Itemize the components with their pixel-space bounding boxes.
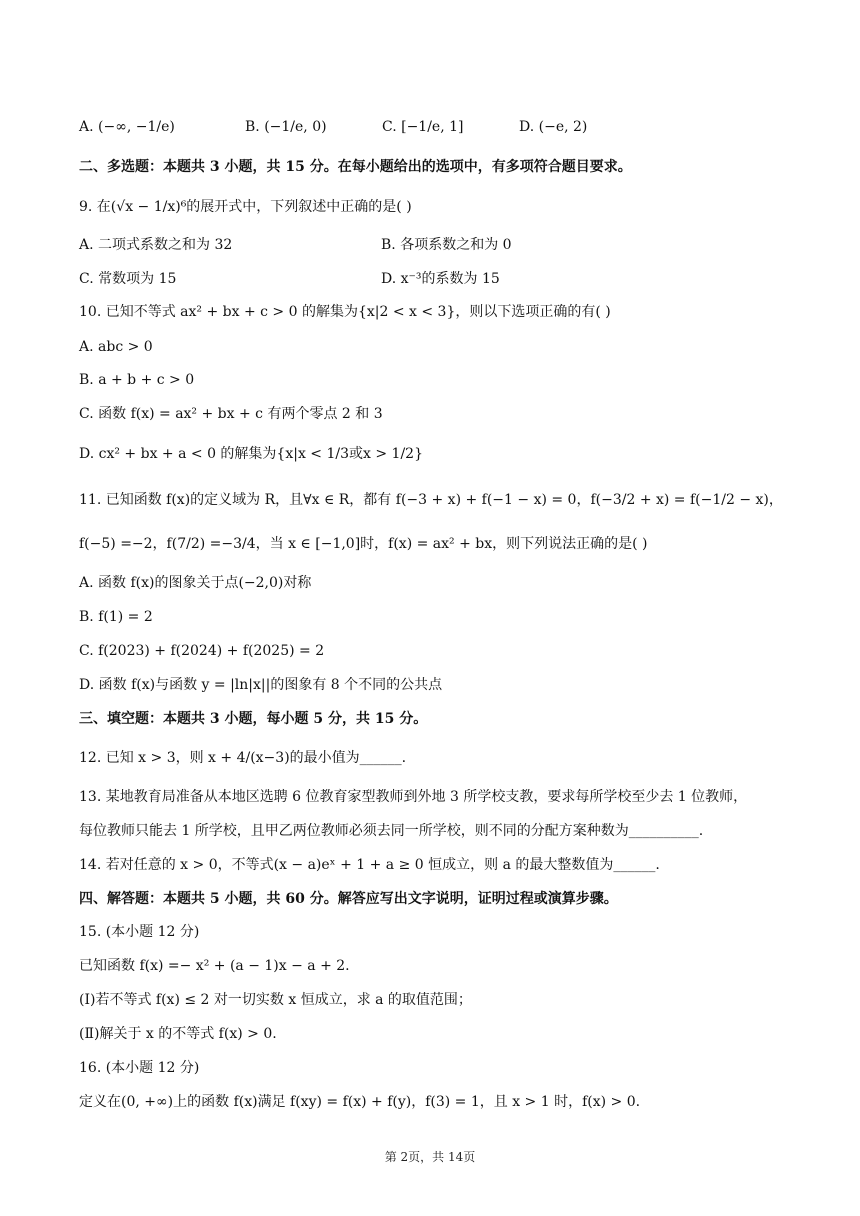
q15-line-3: (Ⅱ)解关于 x 的不等式 f(x) > 0.: [79, 1026, 277, 1042]
q8-option-b: B. (−1/e, 0): [245, 119, 327, 135]
q16-line-1: 定义在(0, +∞)上的函数 f(x)满足 f(xy) = f(x) + f(y)，f(3) = 1，且 x > 1 时，f(x) > 0.: [79, 1094, 641, 1110]
q9-options-row-2: [79, 269, 820, 289]
q14: 14. 若对任意的 x > 0，不等式(x − a)eˣ + 1 + a ≥ 0 恒成立，则 a 的最大整数值为______.: [79, 857, 660, 873]
q8-option-c: C. [−1/e, 1]: [382, 119, 464, 135]
page-footer: 第 2页，共 14页: [384, 1150, 476, 1164]
section-heading-fill-blank: 三、填空题：本题共 3 小题，每小题 5 分，共 15 分。: [79, 711, 428, 727]
q15-line-2: (Ⅰ)若不等式 f(x) ≤ 2 对一切实数 x 恒成立，求 a 的取值范围；: [79, 992, 472, 1008]
q11-option-c: C. f(2023) + f(2024) + f(2025) = 2: [79, 643, 325, 659]
q9-option-b: B. 各项系数之和为 0: [381, 237, 512, 253]
q13-line-2: 每位教师只能去 1 所学校，且甲乙两位教师必须去同一所学校，则不同的分配方案种数为__________.: [79, 823, 704, 839]
q9-option-c: C. 常数项为 15: [79, 271, 177, 287]
q9-option-a: A. 二项式系数之和为 32: [79, 237, 233, 253]
q11-option-b: B. f(1) = 2: [79, 609, 153, 625]
q11-option-a: A. 函数 f(x)的图象关于点(−2,0)对称: [79, 575, 312, 591]
q9-options-row-1: [79, 235, 820, 255]
q8-option-d: D. (−e, 2): [519, 119, 588, 135]
q11-option-d: D. 函数 f(x)与函数 y = |ln|x||的图象有 8 个不同的公共点: [79, 677, 443, 693]
q12: 12. 已知 x > 3，则 x + 4/(x−3)的最小值为______.: [79, 750, 407, 766]
q8-option-a: A. (−∞, −1/e): [79, 119, 175, 135]
q9-option-d: D. x⁻³的系数为 15: [381, 271, 500, 287]
q15-line-1: 已知函数 f(x) =− x² + (a − 1)x − a + 2.: [79, 958, 350, 974]
section-heading-solutions: 四、解答题：本题共 5 小题，共 60 分。解答应写出文字说明，证明过程或演算步骤。: [79, 891, 618, 907]
q15-heading: 15. (本小题 12 分): [79, 924, 200, 940]
q10-stem: 10. 已知不等式 ax² + bx + c > 0 的解集为{x|2 < x < 3}，则以下选项正确的有( ): [79, 304, 611, 320]
q10-option-d: D. cx² + bx + a < 0 的解集为{x|x < 1/3或x > 1/2}: [79, 446, 423, 462]
q13-line-1: 13. 某地教育局准备从本地区选聘 6 位教育家型教师到外地 3 所学校支教，要求每所学校至少去 1 位教师，: [79, 789, 748, 805]
q11-stem-line-1: 11. 已知函数 f(x)的定义域为 R，且∀x ∈ R，都有 f(−3 + x) + f(−1 − x) = 0，f(−3/2 + x) = f(−1/2 − x)，: [79, 492, 783, 508]
q9-stem: 9. 在(√x − 1/x)⁶的展开式中，下列叙述中正确的是( ): [79, 199, 412, 215]
q10-option-b: B. a + b + c > 0: [79, 372, 195, 388]
q11-stem-line-2: f(−5) =−2，f(7/2) =−3/4，当 x ∈ [−1,0]时，f(x) = ax² + bx，则下列说法正确的是( ): [79, 536, 648, 552]
q16-heading: 16. (本小题 12 分): [79, 1060, 200, 1076]
q10-option-c: C. 函数 f(x) = ax² + bx + c 有两个零点 2 和 3: [79, 406, 383, 422]
q10-option-a: A. abc > 0: [79, 339, 153, 355]
section-heading-multiple-choice: 二、多选题：本题共 3 小题，共 15 分。在每小题给出的选项中，有多项符合题目要求。: [79, 159, 632, 175]
